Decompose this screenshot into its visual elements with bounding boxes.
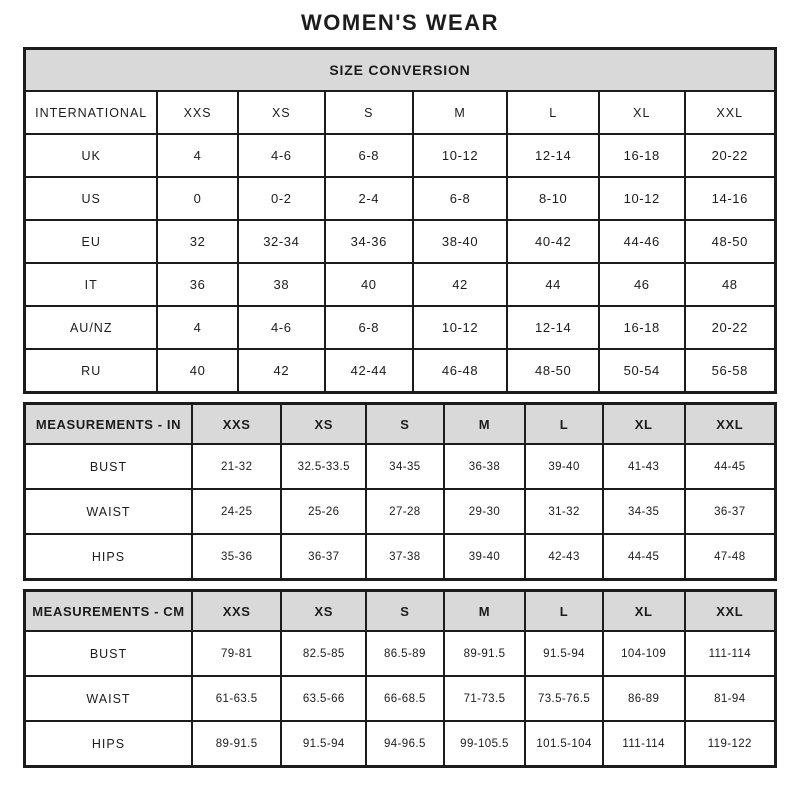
cell-value: 91.5-94 — [281, 721, 366, 767]
table-row — [25, 534, 776, 580]
cell-value: 0-2 — [238, 177, 325, 220]
table-row — [25, 444, 776, 489]
row-label: AU/NZ — [25, 306, 158, 349]
size-column-header: XL — [603, 404, 685, 445]
size-column-header: XXL — [685, 404, 776, 445]
cell-value: 6-8 — [325, 134, 413, 177]
measurements-in-table — [23, 402, 777, 581]
corner-label: MEASUREMENTS - IN — [25, 404, 192, 445]
cell-value: 94-96.5 — [366, 721, 443, 767]
cell-value: 12-14 — [507, 306, 599, 349]
cell-value: 34-35 — [366, 444, 443, 489]
table-row — [25, 349, 776, 393]
cell-value: 32 — [157, 220, 237, 263]
size-column-header: S — [366, 404, 443, 445]
size-column-header: XXS — [192, 404, 281, 445]
measurements-cm-table — [23, 589, 777, 768]
cell-value: 6-8 — [325, 306, 413, 349]
size-column-header: XXS — [192, 591, 281, 632]
cell-value: 32.5-33.5 — [281, 444, 366, 489]
cell-value: 42 — [413, 263, 508, 306]
row-label: EU — [25, 220, 158, 263]
size-column-header: M — [444, 591, 526, 632]
cell-value: 104-109 — [603, 631, 685, 676]
size-column-header: XL — [603, 591, 685, 632]
table-row — [25, 676, 776, 721]
size-column-header: M — [444, 404, 526, 445]
cell-value: 25-26 — [281, 489, 366, 534]
cell-value: 39-40 — [444, 534, 526, 580]
cell-value: 8-10 — [507, 177, 599, 220]
cell-value: 42-44 — [325, 349, 413, 393]
cell-value: 40-42 — [507, 220, 599, 263]
cell-value: 10-12 — [413, 306, 508, 349]
cell-value: 86.5-89 — [366, 631, 443, 676]
cell-value: 4-6 — [238, 134, 325, 177]
cell-value: 119-122 — [685, 721, 776, 767]
row-label: BUST — [25, 631, 192, 676]
cell-value: 10-12 — [413, 134, 508, 177]
cell-value: 42 — [238, 349, 325, 393]
size-column-header: S — [366, 591, 443, 632]
cell-value: 46-48 — [413, 349, 508, 393]
cell-value: 101.5-104 — [525, 721, 602, 767]
row-label: HIPS — [25, 721, 192, 767]
cell-value: 37-38 — [366, 534, 443, 580]
cell-value: 82.5-85 — [281, 631, 366, 676]
cell-value: 50-54 — [599, 349, 685, 393]
cell-value: 66-68.5 — [366, 676, 443, 721]
cell-value: 91.5-94 — [525, 631, 602, 676]
size-column-header: S — [325, 91, 413, 134]
cell-value: 12-14 — [507, 134, 599, 177]
cell-value: 38-40 — [413, 220, 508, 263]
cell-value: 40 — [157, 349, 237, 393]
cell-value: 89-91.5 — [444, 631, 526, 676]
size-column-header: XXL — [685, 91, 776, 134]
cell-value: 16-18 — [599, 306, 685, 349]
cell-value: 34-35 — [603, 489, 685, 534]
cell-value: 6-8 — [413, 177, 508, 220]
cell-value: 44-45 — [685, 444, 776, 489]
cell-value: 0 — [157, 177, 237, 220]
table-row — [25, 263, 776, 306]
cell-value: 4-6 — [238, 306, 325, 349]
cell-value: 29-30 — [444, 489, 526, 534]
cell-value: 39-40 — [525, 444, 602, 489]
cell-value: 41-43 — [603, 444, 685, 489]
cell-value: 44-46 — [599, 220, 685, 263]
cell-value: 99-105.5 — [444, 721, 526, 767]
size-column-header: XS — [281, 591, 366, 632]
table-row — [25, 306, 776, 349]
size-column-header: XS — [281, 404, 366, 445]
cell-value: 56-58 — [685, 349, 776, 393]
cell-value: 79-81 — [192, 631, 281, 676]
table-row — [25, 721, 776, 767]
size-column-header: XS — [238, 91, 325, 134]
cell-value: 4 — [157, 134, 237, 177]
table-row — [25, 220, 776, 263]
cell-value: 40 — [325, 263, 413, 306]
row-label: UK — [25, 134, 158, 177]
cell-value: 48-50 — [685, 220, 776, 263]
cell-value: 32-34 — [238, 220, 325, 263]
size-column-header: XL — [599, 91, 685, 134]
cell-value: 63.5-66 — [281, 676, 366, 721]
size-column-header: M — [413, 91, 508, 134]
row-label: IT — [25, 263, 158, 306]
cell-value: 16-18 — [599, 134, 685, 177]
table-row — [25, 631, 776, 676]
size-conversion-table — [23, 47, 777, 394]
row-label: HIPS — [25, 534, 192, 580]
cell-value: 4 — [157, 306, 237, 349]
cell-value: 36 — [157, 263, 237, 306]
cell-value: 36-37 — [281, 534, 366, 580]
cell-value: 86-89 — [603, 676, 685, 721]
cell-value: 47-48 — [685, 534, 776, 580]
cell-value: 35-36 — [192, 534, 281, 580]
cell-value: 2-4 — [325, 177, 413, 220]
corner-label: MEASUREMENTS - CM — [25, 591, 192, 632]
table-row — [25, 489, 776, 534]
cell-value: 44 — [507, 263, 599, 306]
cell-value: 111-114 — [603, 721, 685, 767]
cell-value: 44-45 — [603, 534, 685, 580]
corner-label: INTERNATIONAL — [25, 91, 158, 134]
row-label: WAIST — [25, 489, 192, 534]
cell-value: 21-32 — [192, 444, 281, 489]
cell-value: 27-28 — [366, 489, 443, 534]
size-column-header: L — [525, 591, 602, 632]
table-banner-row — [25, 49, 776, 92]
cell-value: 36-38 — [444, 444, 526, 489]
cell-value: 31-32 — [525, 489, 602, 534]
cell-value: 14-16 — [685, 177, 776, 220]
cell-value: 38 — [238, 263, 325, 306]
cell-value: 111-114 — [685, 631, 776, 676]
cell-value: 73.5-76.5 — [525, 676, 602, 721]
cell-value: 48 — [685, 263, 776, 306]
table-row — [25, 134, 776, 177]
column-header-row — [25, 404, 776, 445]
cell-value: 20-22 — [685, 306, 776, 349]
cell-value: 24-25 — [192, 489, 281, 534]
cell-value: 81-94 — [685, 676, 776, 721]
column-header-row — [25, 591, 776, 632]
size-column-header: XXS — [157, 91, 237, 134]
cell-value: 34-36 — [325, 220, 413, 263]
cell-value: 20-22 — [685, 134, 776, 177]
row-label: WAIST — [25, 676, 192, 721]
table-banner: SIZE CONVERSION — [25, 49, 776, 92]
row-label: RU — [25, 349, 158, 393]
cell-value: 46 — [599, 263, 685, 306]
cell-value: 61-63.5 — [192, 676, 281, 721]
table-row — [25, 177, 776, 220]
cell-value: 36-37 — [685, 489, 776, 534]
size-column-header: XXL — [685, 591, 776, 632]
cell-value: 89-91.5 — [192, 721, 281, 767]
size-column-header: L — [525, 404, 602, 445]
cell-value: 42-43 — [525, 534, 602, 580]
column-header-row — [25, 91, 776, 134]
size-column-header: L — [507, 91, 599, 134]
cell-value: 10-12 — [599, 177, 685, 220]
row-label: BUST — [25, 444, 192, 489]
cell-value: 71-73.5 — [444, 676, 526, 721]
page-title: WOMEN'S WEAR — [301, 10, 499, 35]
row-label: US — [25, 177, 158, 220]
cell-value: 48-50 — [507, 349, 599, 393]
